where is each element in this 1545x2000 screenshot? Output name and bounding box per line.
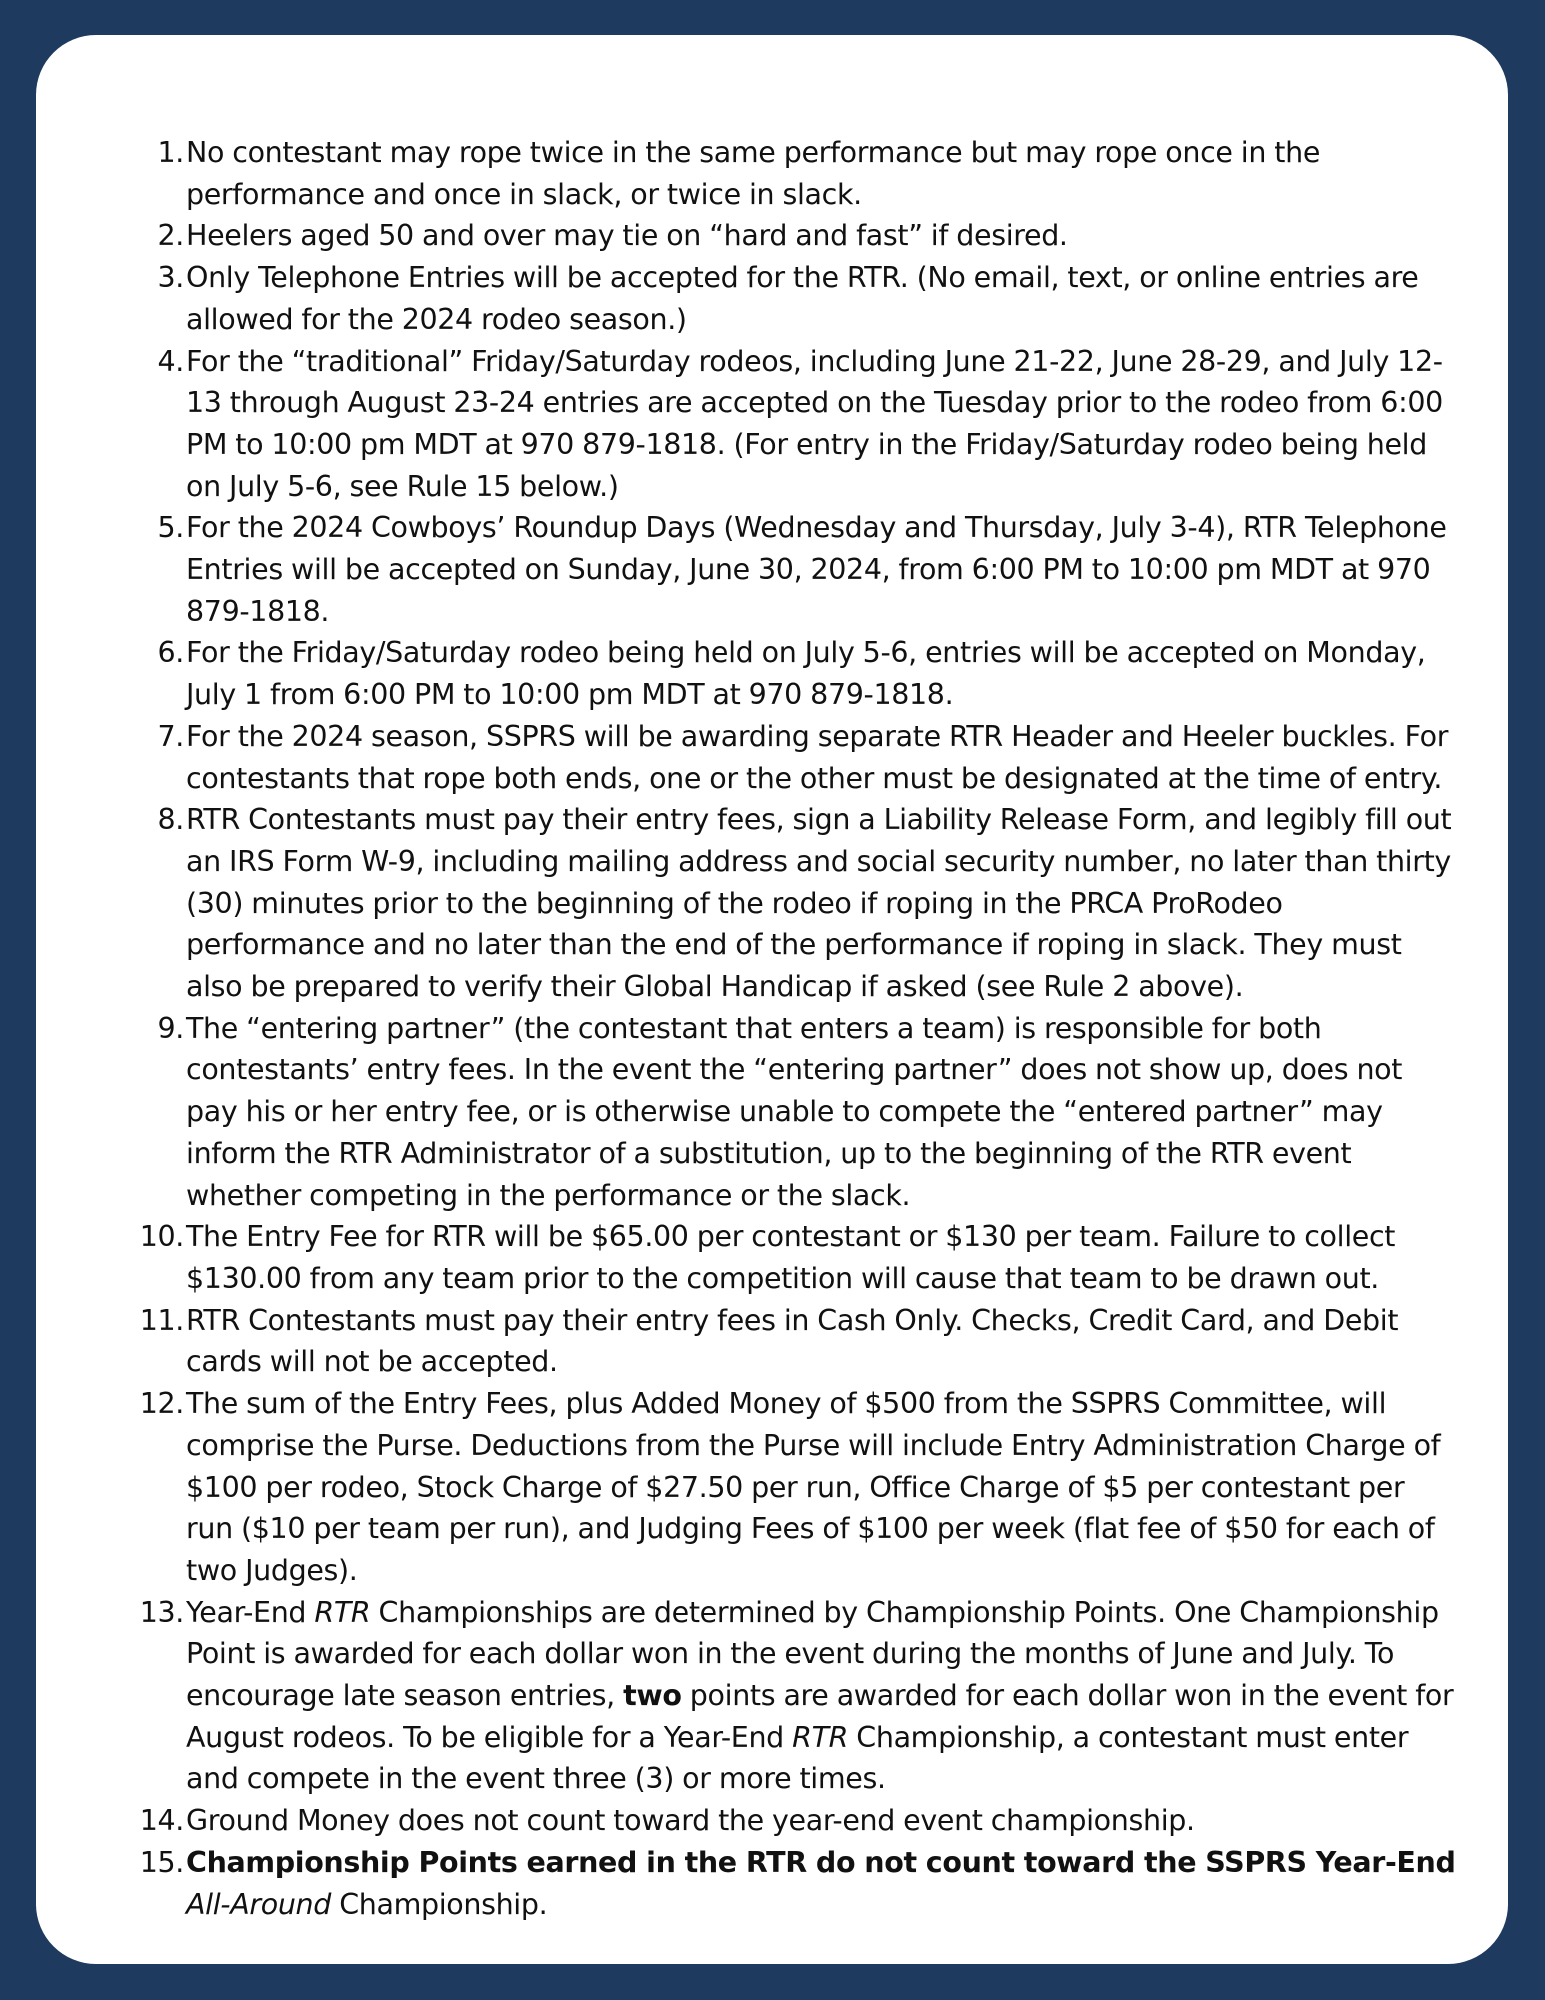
rule-text-segment: The “entering partner” (the contestant that enters a team) is responsible for both contestants’ entry fees. In the event the “entering partner” does not show up, does not pay his or her entry fee, or is otherwise unable to compete the “entered partner” may inform the RTR Administrator of a substitution, up to the beginning of the RTR event whether competing in the performance or the slack. (186, 1011, 1403, 1212)
document-card (36, 35, 1508, 1964)
rule-text-segment: RTR (314, 1595, 371, 1629)
rule-item (157, 799, 1456, 1008)
rule-text (186, 636, 1425, 711)
rule-text (186, 803, 1451, 1003)
rule-number: 13. (139, 1595, 184, 1629)
rule-number: 3. (157, 261, 184, 295)
rule-item (139, 1216, 1456, 1299)
rule-text (186, 219, 1068, 252)
rule-number: 1. (157, 136, 184, 169)
rule-number: 9. (157, 1011, 184, 1045)
rule-item (157, 257, 1456, 340)
rule-text (186, 136, 1320, 211)
rule-item (157, 132, 1456, 215)
rule-text (186, 511, 1447, 627)
rule-text-segment: Heelers aged 50 and over may tie on “hard and fast” if desired. (186, 219, 1068, 253)
rule-item (139, 1300, 1456, 1383)
rule-number: 5. (157, 511, 184, 545)
rule-text-segment: For the 2024 season, SSPRS will be awarding separate RTR Header and Heeler buckles. For contestants that rope both ends, one or the other must be designated at the time of entry. (186, 719, 1449, 795)
rule-text (186, 1012, 1402, 1212)
rule-text (186, 720, 1448, 795)
rule-text (186, 1596, 1453, 1796)
rule-text-segment: For the Friday/Saturday rodeo being held on July 5-6, entries will be accepted on Monday, July 1 from 6:00 PM to 10:00 pm MDT at 970 879-1818. (186, 636, 1426, 712)
rule-text-segment: For the “traditional” Friday/Saturday rodeos, including June 21-22, June 28-29, and July 12-13 through August 23-24 entries are accepted on the Tuesday prior to the rodeo from 6:00 PM to 10:00 pm MDT at 970 879-1818. (For entry in the Friday/Saturday rodeo being held on July 5-6, see Rule 15 below.) (186, 344, 1443, 503)
rule-item (139, 1842, 1456, 1925)
rule-text-segment: Ground Money does not count toward the year-end event championship. (186, 1804, 1195, 1838)
rule-item (157, 1008, 1456, 1217)
rule-number: 7. (157, 719, 184, 753)
rule-text-segment: For the 2024 Cowboys’ Roundup Days (Wednesday and Thursday, July 3-4), RTR Telephone Entries will be accepted on Sunday, June 30, 2024, from 6:00 PM to 10:00 pm MDT at 970 879-1818. (186, 511, 1447, 628)
rule-number: 11. (139, 1303, 184, 1337)
rule-number: 4. (157, 344, 184, 378)
rule-text-segment: RTR Contestants must pay their entry fees, sign a Liability Release Form, and legibly fill out an IRS Form W-9, including mailing address and social security number, no later than thirty (30) minutes prior to the beginning of the rodeo if roping in the PRCA ProRodeo performance and no later than the end of the performance if roping in slack. They must also be prepared to verify their Global Handicap if asked (see Rule 2 above). (186, 803, 1452, 1004)
rules-list (139, 132, 1456, 1925)
rule-text (186, 1804, 1195, 1837)
rule-item (139, 1800, 1456, 1842)
rule-item (157, 632, 1456, 715)
rule-text-segment: RTR (792, 1720, 849, 1754)
rule-text-segment: Championship, a contestant must enter and compete in the event three (3) or more times. (186, 1720, 1409, 1796)
rule-text (186, 1846, 1456, 1921)
rule-item (139, 1383, 1456, 1592)
rule-text (186, 1304, 1398, 1379)
rule-text-segment: RTR Contestants must pay their entry fees in Cash Only. Checks, Credit Card, and Debit cards will not be accepted. (186, 1303, 1399, 1379)
rule-text (186, 345, 1443, 503)
rule-text-segment: The sum of the Entry Fees, plus Added Money of $500 from the SSPRS Committee, will comprise the Purse. Deductions from the Purse will include Entry Administration Charge of $100 per rodeo, Stock Charge of $27.50 per run, Office Charge of $5 per contestant per run ($10 per team per run), and Judging Fees of $100 per week (flat fee of $50 for each of two Judges). (186, 1387, 1441, 1587)
rule-number: 14. (139, 1804, 184, 1838)
rule-item (157, 341, 1456, 508)
rule-text-segment: Championship Points earned in the RTR do not count toward the SSPRS Year-End (186, 1845, 1456, 1879)
rule-text-segment: Year-End (186, 1595, 315, 1629)
rule-text-segment: Only Telephone Entries will be accepted for the RTR. (No email, text, or online entries are allowed for the 2024 rodeo season.) (186, 261, 1419, 336)
rule-text-segment: All-Around (186, 1887, 331, 1921)
rule-number: 12. (139, 1387, 184, 1421)
rule-text (186, 1387, 1440, 1587)
rule-number: 2. (157, 219, 184, 253)
rule-item (157, 507, 1456, 632)
rule-text-segment: The Entry Fee for RTR will be $65.00 per contestant or $130 per team. Failure to collect $130.00 from any team prior to the competition will cause that team to be drawn out. (186, 1220, 1396, 1295)
rule-text-segment: points are awarded for each dollar won in the event for August rodeos. To be eligible for a Year-End (186, 1679, 1454, 1754)
rule-text-segment: Championships are determined by Championship Points. One Championship Point is awarded for each dollar won in the event during the months of June and July. To encourage late season entries, (186, 1595, 1439, 1713)
rule-item (157, 215, 1456, 257)
rule-text-segment: two (623, 1679, 682, 1713)
rule-number: 15. (139, 1845, 184, 1879)
rule-text-segment: No contestant may rope twice in the same performance but may rope once in the performance and once in slack, or twice in slack. (186, 136, 1321, 211)
rule-number: 10. (139, 1220, 184, 1254)
rule-item (157, 716, 1456, 799)
rule-number: 6. (157, 636, 184, 670)
rule-text (186, 261, 1419, 336)
rule-number: 8. (157, 803, 184, 837)
rule-text (186, 1220, 1395, 1295)
rule-item (139, 1592, 1456, 1801)
rule-text-segment: Championship. (330, 1887, 548, 1921)
